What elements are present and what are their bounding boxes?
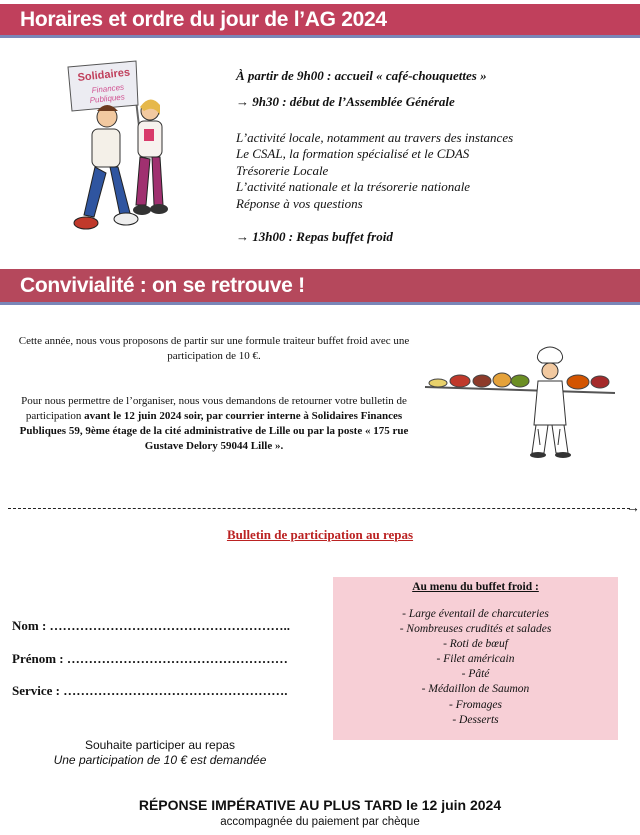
bulletin-title: Bulletin de participation au repas xyxy=(226,527,414,542)
menu-item: - Desserts xyxy=(452,713,499,726)
agenda-item: Réponse à vos questions xyxy=(236,195,363,211)
start-ag-text: 9h30 : début de l’Assemblée Générale xyxy=(252,94,455,109)
mascot-illustration xyxy=(62,55,182,240)
lunch-text: 13h00 : Repas buffet froid xyxy=(252,229,393,244)
firstname-field[interactable] xyxy=(12,651,288,667)
menu-item: - Fromages xyxy=(449,698,502,711)
section-title-conviviality: Convivialité : on se retrouve ! xyxy=(20,274,305,297)
service-field[interactable] xyxy=(12,683,288,699)
menu-item: - Roti de bœuf xyxy=(443,638,508,651)
firstname-label: Prénom : …………………………………………… xyxy=(12,651,288,666)
menu-item: - Médaillon de Saumon xyxy=(421,683,530,696)
svg-text:Finances: Finances xyxy=(91,82,125,95)
menu-item: - Nombreuses crudités et salades xyxy=(399,623,552,636)
section-banner-conviviality xyxy=(0,269,640,305)
deadline-text: RÉPONSE IMPÉRATIVE AU PLUS TARD le 12 juin 2024 xyxy=(138,797,502,813)
agenda-item: L’activité locale, notamment au travers des instances xyxy=(236,130,514,145)
menu-list xyxy=(333,607,618,728)
chef-buffet-illustration xyxy=(420,345,620,460)
welcome-line: À partir de 9h00 : accueil « café-chouquettes » xyxy=(236,68,487,83)
participation-block xyxy=(10,738,310,768)
participation-text: Une participation de 10 € est demandée xyxy=(53,753,267,767)
agenda-item: Trésorerie Locale xyxy=(236,162,329,178)
instructions-intro: Pour nous permettre de l’organiser, nous vous demandons de retourner votre bulletin de participation xyxy=(21,395,407,422)
agenda-list xyxy=(236,130,513,212)
menu-item: - Pâté xyxy=(461,668,490,681)
name-label: Nom : ……………………………………………….. xyxy=(12,618,291,633)
service-label: Service : ……………………………………………. xyxy=(12,683,288,698)
flag-text: Solidaires xyxy=(77,66,131,84)
payment-text: accompagnée du paiement par chèque xyxy=(220,816,420,828)
menu-box xyxy=(333,577,618,740)
instructions-deadline: avant le 12 juin 2024 soir, par courrier interne à Solidaires Finances Publiques 59, 9ème étage de la cité administrative de Lille ou par la poste « 175 rue Gustave Delory 59044 Lille ». xyxy=(19,410,409,452)
section-banner-schedule xyxy=(0,4,640,38)
section-title-schedule: Horaires et ordre du jour de l’AG 2024 xyxy=(20,8,387,31)
cut-line xyxy=(8,508,630,509)
lunch-line xyxy=(236,229,393,245)
menu-item: - Filet américain xyxy=(436,653,515,666)
menu-item: - Large éventail de charcuteries xyxy=(402,608,549,620)
start-ag-line xyxy=(236,94,455,110)
svg-text:Publiques: Publiques xyxy=(89,92,126,105)
cut-arrow-icon: → xyxy=(626,501,640,516)
intro-paragraph: Cette année, nous vous proposons de partir sur une formule traiteur buffet froid avec une participation de 10 €. xyxy=(18,335,410,362)
arrow-icon: → xyxy=(236,94,249,109)
menu-title: Au menu du buffet froid : xyxy=(412,581,539,593)
agenda-item: L’activité nationale et la trésorerie nationale xyxy=(236,179,471,195)
name-field[interactable] xyxy=(12,618,290,634)
arrow-icon: → xyxy=(236,229,249,244)
agenda-item: Le CSAL, la formation spécialisé et le CDAS xyxy=(236,146,470,162)
wish-text: Souhaite participer au repas xyxy=(84,738,236,752)
instructions-paragraph xyxy=(18,394,410,454)
